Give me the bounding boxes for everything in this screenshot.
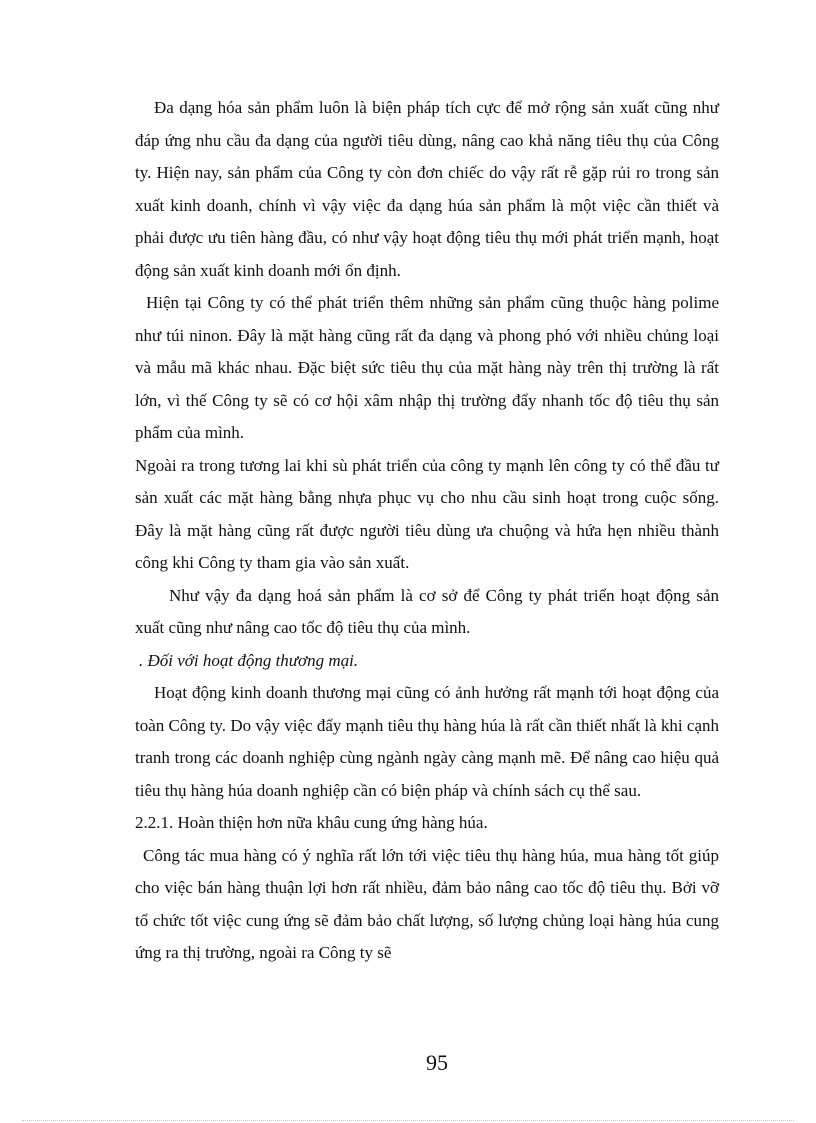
paragraph-polime-products: Hiện tại Công ty có thể phát triển thêm những sản phẩm cũng thuộc hàng polime như túi ninon. Đây là mặt hàng cũng rất đa dạng và phong phó với nhiều chủng loại và mẫu mã khác nhau. Đặc biệt sức tiêu thụ của mặt hàng này trên thị trường là rất lớn, vì thế Công ty sẽ có cơ hội xâm nhập thị trường đẩy nhanh tốc độ tiêu thụ sản phẩm của mình. bbox=[135, 293, 719, 442]
subheading-commercial-activity: . Đối với hoạt động thương mại. bbox=[139, 650, 359, 670]
paragraph-commercial-business: Hoạt động kinh doanh thương mại cũng có ảnh hưởng rất mạnh tới hoạt động của toàn Công ty. Do vậy việc đẩy mạnh tiêu thụ hàng húa là rất cần thiết nhất là khi cạnh tranh trong các doanh nghiệp cùng ngành ngày càng mạnh mẽ. Để nâng cao hiệu quả tiêu thụ hàng húa doanh nghiệp cần có biện pháp và chính sách cụ thể sau. bbox=[135, 683, 719, 800]
paragraph-conclusion-diversification: Như vậy đa dạng hoá sản phẩm là cơ sở để Công ty phát triển hoạt động sản xuất cũng như nâng cao tốc độ tiêu thụ của mình. bbox=[135, 585, 719, 637]
document-body bbox=[135, 92, 719, 970]
paragraph-product-diversification: Đa dạng hóa sản phẩm luôn là biện pháp tích cực để mở rộng sản xuất cũng như đáp ứng nhu cầu đa dạng của người tiêu dùng, nâng cao khả năng tiêu thụ của Công ty. Hiện nay, sản phẩm của Công ty còn đơn chiếc do vậy rất rễ gặp rủi ro trong sản xuất kinh doanh, chính vì vậy việc đa dạng húa sản phẩm là một việc cần thiết và phải được ưu tiên hàng đầu, có như vậy hoạt động tiêu thụ mới phát triển mạnh, hoạt động sản xuất kinh doanh mới ổn định. bbox=[135, 98, 719, 280]
section-heading-2-2-1: 2.2.1. Hoàn thiện hơn nữa khâu cung ứng hàng húa. bbox=[135, 813, 488, 832]
paragraph-purchasing: Công tác mua hàng có ý nghĩa rất lớn tới việc tiêu thụ hàng húa, mua hàng tốt giúp cho việc bán hàng thuận lợi hơn rất nhiều, đảm bảo nâng cao tốc độ tiêu thụ. Bởi vỡ tổ chức tốt việc cung ứng sẽ đảm bảo chất lượng, số lượng chủng loại hàng húa cung ứng ra thị trường, ngoài ra Công ty sẽ bbox=[135, 845, 719, 962]
footer-divider bbox=[22, 1120, 794, 1121]
paragraph-future-plastics: Ngoài ra trong tương lai khi sù phát triển của công ty mạnh lên công ty có thể đầu tư sản xuất các mặt hàng bằng nhựa phục vụ cho nhu cầu sinh hoạt trong cuộc sống. Đây là mặt hàng cũng rất được người tiêu dùng ưa chuộng và hứa hẹn nhiều thành công khi Công ty tham gia vào sản xuất. bbox=[135, 455, 719, 572]
page-number: 95 bbox=[426, 1050, 448, 1075]
